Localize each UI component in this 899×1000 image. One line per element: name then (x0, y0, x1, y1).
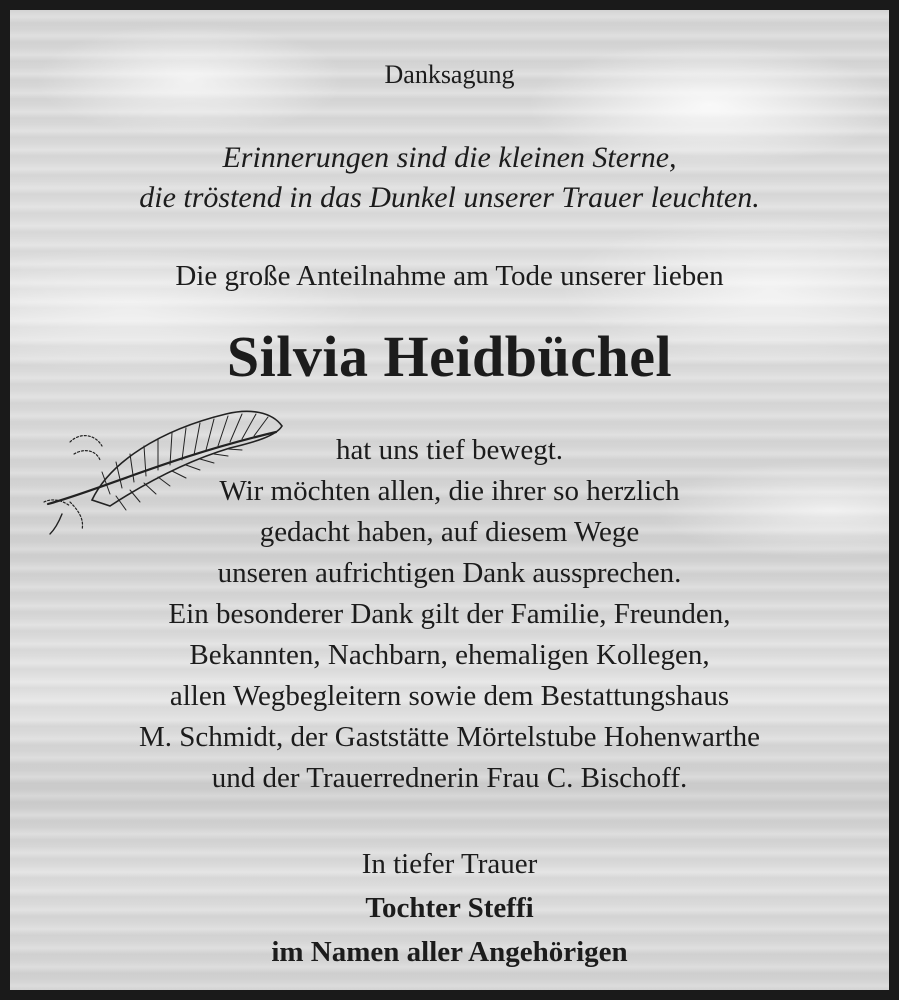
body-line: M. Schmidt, der Gaststätte Mörtelstube Hohenwarthe (139, 721, 760, 753)
closing-line: In tiefer Trauer (361, 848, 538, 880)
quote-line-2: die tröstend in das Dunkel unserer Trauer leuchten. (139, 181, 760, 214)
body-line: unseren aufrichtigen Dank aussprechen. (217, 557, 682, 589)
signer-group: im Namen aller Angehörigen (271, 936, 628, 968)
notice-heading: Danksagung (384, 60, 515, 89)
body-line: gedacht haben, auf diesem Wege (259, 516, 640, 548)
closing-signature (10, 842, 889, 974)
quote-line-1: Erinnerungen sind die kleinen Sterne, (222, 141, 677, 174)
body-line: hat uns tief bewegt. (335, 434, 564, 466)
signer-name: Tochter Steffi (365, 892, 534, 924)
thanks-body (10, 430, 889, 799)
body-line: Ein besonderer Dank gilt der Familie, Freunden, (168, 598, 731, 630)
body-line: Bekannten, Nachbarn, ehemaligen Kollegen, (189, 639, 710, 671)
intro-text: Die große Anteilnahme am Tode unserer lieben (175, 260, 724, 292)
memorial-quote (10, 138, 889, 218)
body-line: allen Wegbegleitern sowie dem Bestattungshaus (169, 680, 730, 712)
body-line: Wir möchten allen, die ihrer so herzlich (219, 475, 680, 507)
body-line: und der Trauerrednerin Frau C. Bischoff. (211, 762, 688, 794)
deceased-name: Silvia Heidbüchel (226, 324, 673, 389)
